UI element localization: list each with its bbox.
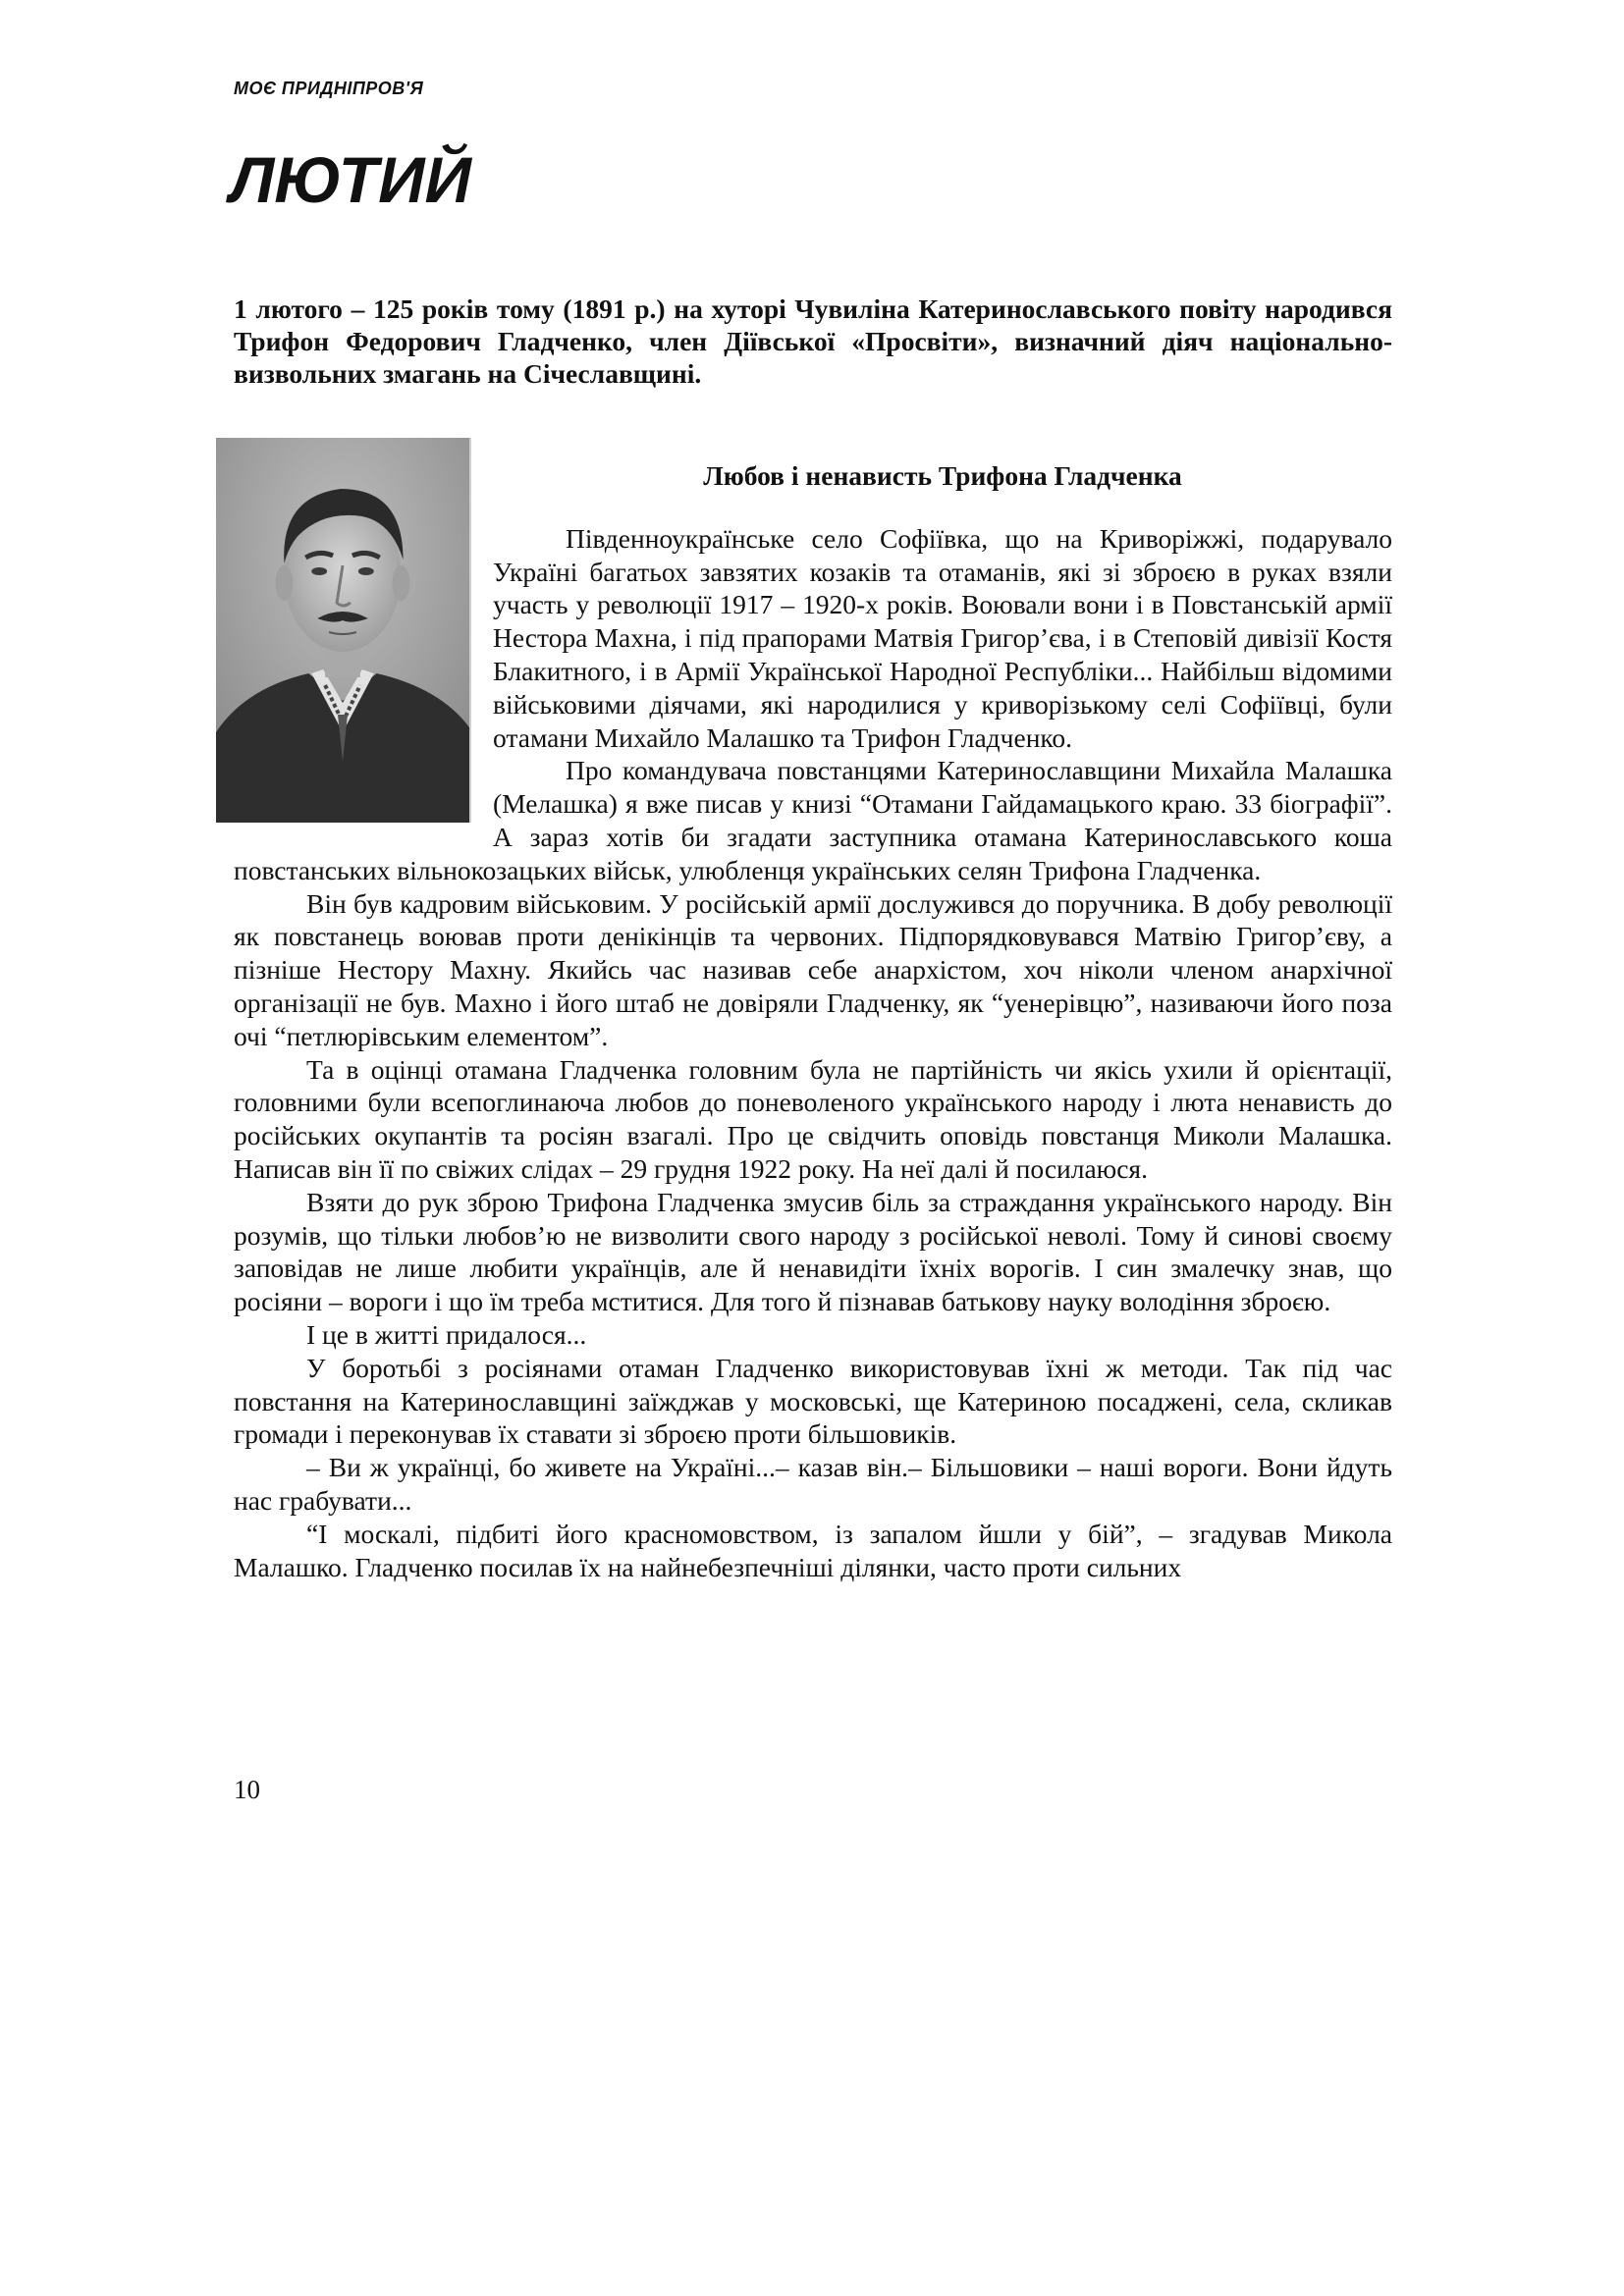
- paragraph-8: – Ви ж українці, бо живете на Україні...– казав він.– Більшовики – наші вороги. Вони йдуть нас грабувати...: [234, 1452, 1392, 1516]
- paragraph-3: Він був кадровим військовим. У російській армії дослужився до поручника. В добу революції як повстанець воював проти денікінців та червоних. Підпорядковувався Матвію Григор’єву, а пізніше Нестору Махну. Якийсь час називав себе анархістом, хоч ніколи членом анархічної організації не був. Махно і його штаб не довіряли Гладченку, як “уенерівцю”, називаючи його поза очі “петлюрівським елементом”.: [234, 887, 1392, 1051]
- article: [234, 438, 1392, 1583]
- page-title: ЛЮТИЙ: [230, 143, 472, 216]
- lead-paragraph: 1 лютого – 125 років тому (1891 р.) на хуторі Чувиліна Катеринославського повіту народився Трифон Федорович Гладченко, член Діївської «Просвіти», визначний діяч національно-визвольних змагань на Січеславщині.: [234, 294, 1392, 389]
- paragraph-6: І це в житті придалося...: [306, 1318, 587, 1350]
- paragraph-9: “І москалі, підбиті його красномовством, із запалом йшли у бій”, – згадував Микола Малашко. Гладченко посилав їх на найнебезпечніші ділянки, часто проти сильних: [234, 1518, 1392, 1582]
- portrait-photo: [216, 438, 471, 823]
- paragraph-7: У боротьбі з росіянами отаман Гладченко використовував їхні ж методи. Так під час повстання на Катеринославщині заїжджав у московські, ще Катериною посаджені, села, скликав громади і переконував їх ставати зі зброєю проти більшовиків.: [234, 1352, 1392, 1450]
- running-head: МОЄ ПРИДНІПРОВ'Я: [234, 79, 424, 98]
- page-number: 10: [234, 1775, 260, 1804]
- paragraph-2: Про командувача повстанцями Катеринославщини Михайла Малашка (Мелашка) я вже писав у книзі “Отамани Гайдамацького краю. 33 біографії”. А зараз хотів би згадати заступника отамана Катеринославського коша повстанських вільнокозацьких військ, улюбленця українських селян Трифона Гладченка.: [234, 755, 1392, 885]
- paragraph-1: Південноукраїнське село Софіївка, що на Криворіжжі, подарувало Україні багатьох завзятих козаків та отаманів, які зі зброєю в руках взяли участь у революції 1917 – 1920-х років. Воювали вони і в Повстанській армії Нестора Махна, і під прапорами Матвія Григор’єва, і в Степовій дивізії Костя Блакитного, і в Армії Української Народної Республіки... Найбільш відомими військовими діячами, які народилися у криворізькому селі Софіївці, були отамани Михайло Малашко та Трифон Гладченко.: [493, 522, 1392, 753]
- paragraph-4: Та в оцінці отамана Гладченка головним була не партійність чи якісь ухили й орієнтації, головними були всепоглинаюча любов до поневоленого українського народу і люта ненависть до російських окупантів та росіян взагалі. Про це свідчить оповідь повстанця Миколи Малашка. Написав він її по свіжих слідах – 29 грудня 1922 року. На неї далі й посилаюся.: [234, 1053, 1392, 1184]
- portrait-image: [216, 438, 469, 823]
- paragraph-5: Взяти до рук зброю Трифона Гладченка змусив біль за страждання українського народу. Він розумів, що тільки любов’ю не визволити свого народу з російської неволі. Тому й синові своєму заповідав не лише любити українців, але й ненавидіти їхніх ворогів. І син змалечку знав, що росіяни – вороги і що їм треба мститися. Для того й пізнавав батькову науку володіння зброєю.: [234, 1186, 1392, 1317]
- article-subtitle: Любов і ненависть Трифона Гладченка: [703, 460, 1182, 491]
